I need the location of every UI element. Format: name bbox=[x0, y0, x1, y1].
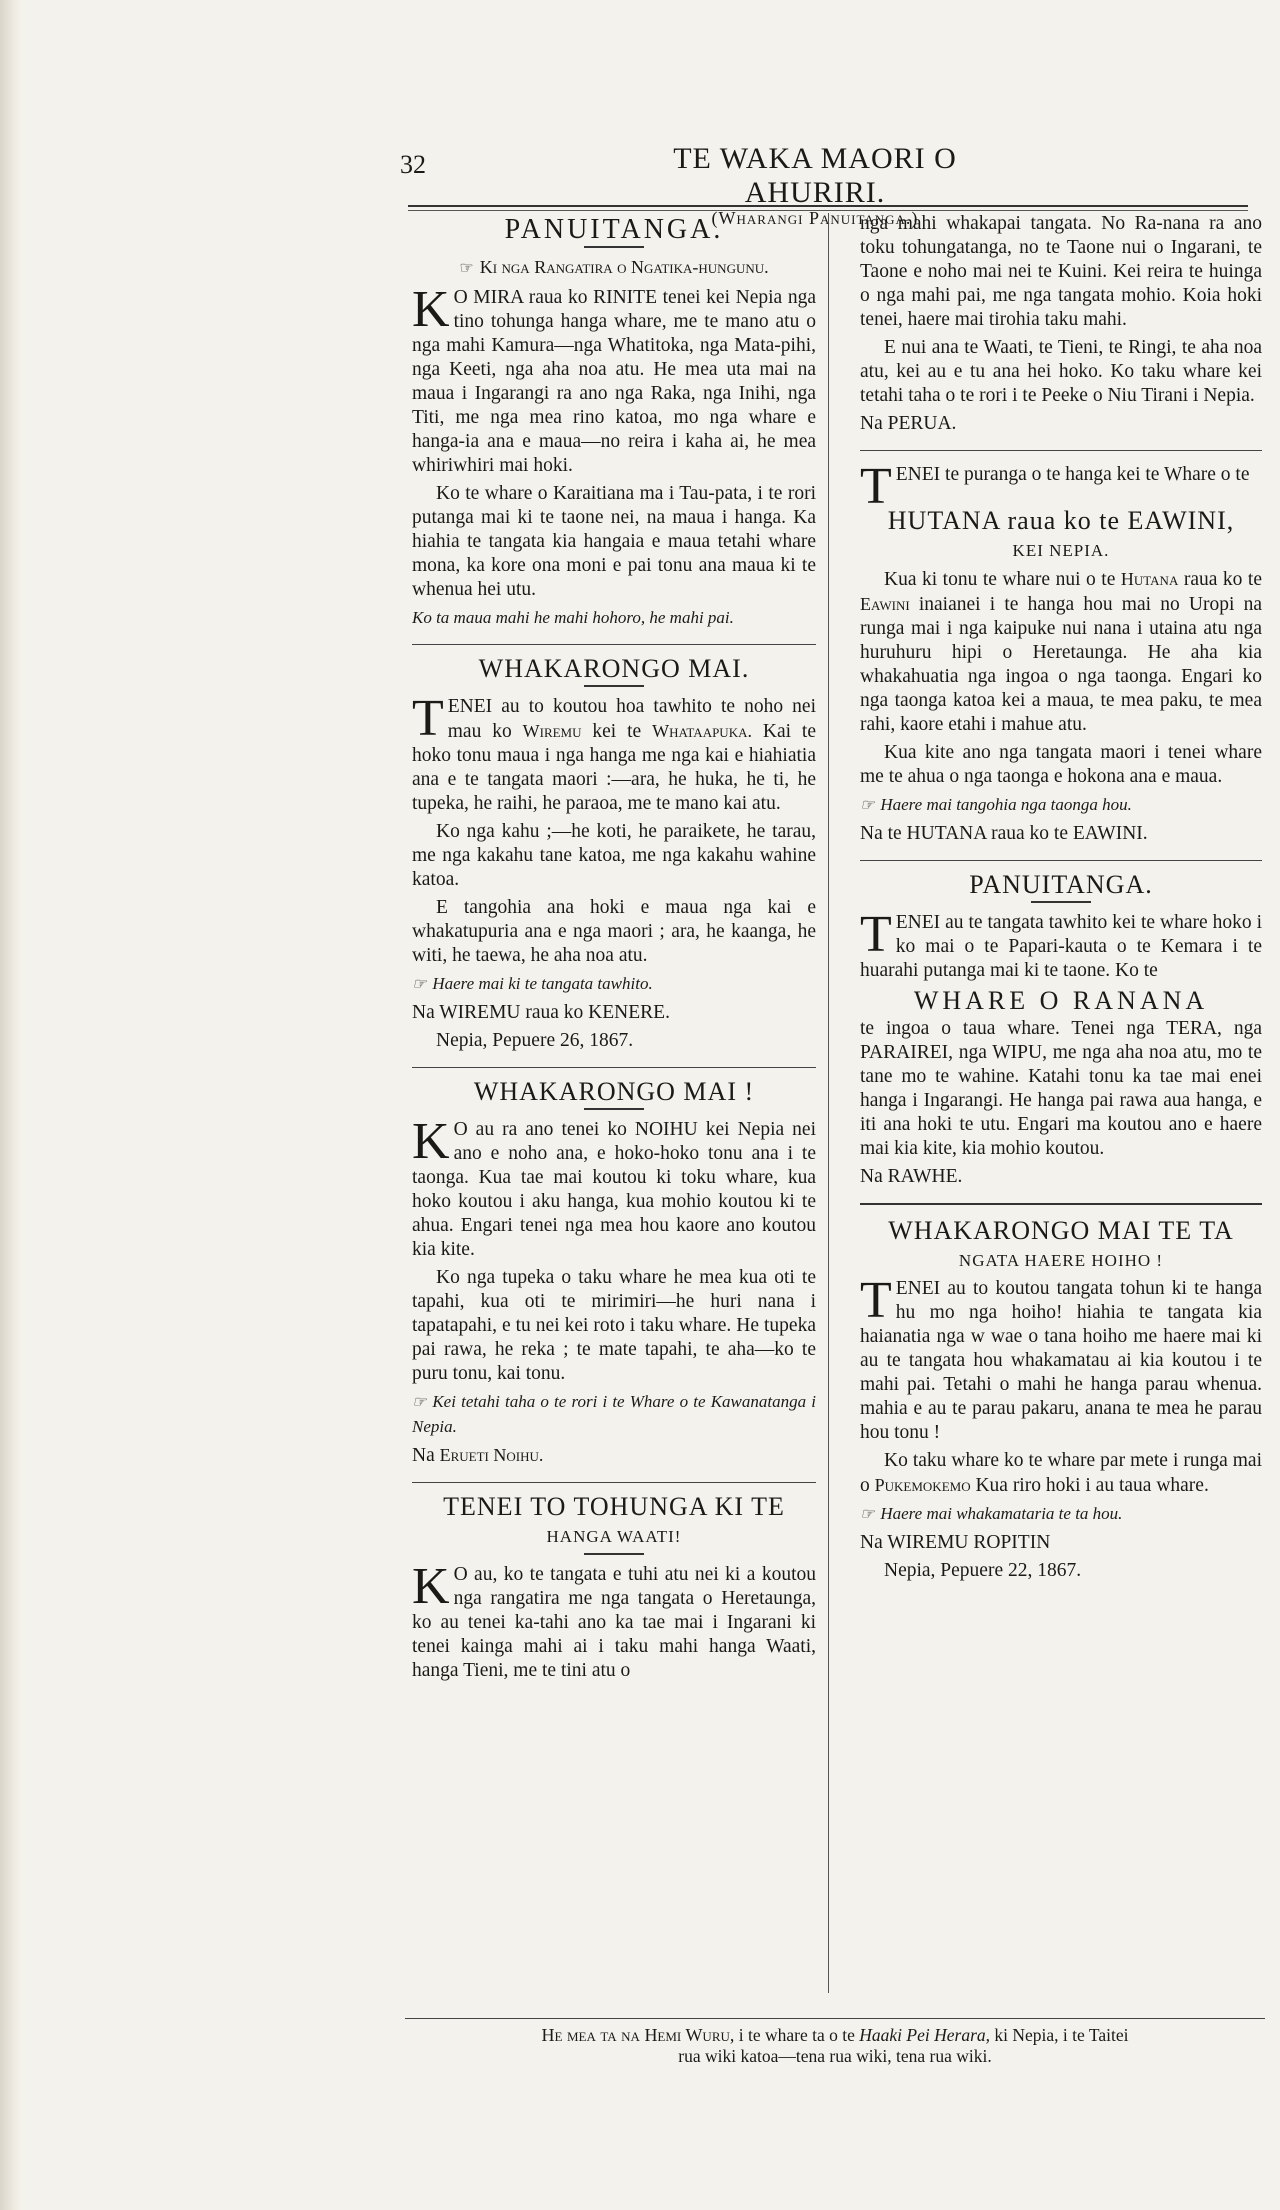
notice-heading: TENEI TO TOHUNGA KI TE bbox=[443, 1492, 785, 1521]
notice-subheading: HANGA WAATI! bbox=[546, 1527, 682, 1546]
notice-heading: PANUITANGA. bbox=[969, 870, 1153, 899]
notice-subheading: KEI NEPIA. bbox=[1012, 541, 1110, 560]
drop-cap: K bbox=[412, 281, 450, 338]
notice-paragraph: Kua ki tonu te whare nui o te Hutana raua ko te Eawini inaianei i te hanga hou mai no Uropi na runga mai i nga kaipuke nui nana i utaina atu nga huruhuru hipi o Heretaunga. He aha kia whakahuatia nga ingoa o nga taonga. Engari ko nga taonga katoa kei a maua, te mea paku, te mea rahi, kaore etahi i mahue atu. bbox=[860, 569, 1262, 735]
notice-tagline: ☞ Haere mai tangohia nga taonga hou. bbox=[860, 793, 1262, 818]
notice-whakarongo-noihu bbox=[412, 1077, 816, 1468]
drop-cap: K bbox=[412, 1558, 450, 1615]
notice-paragraph: E tangohia ana hoki e maua nga kai e whakatupuria ana e nga maori ; ara, he kaanga, he witi, he taewa, he aha noa atu. bbox=[412, 897, 816, 966]
notice-paragraph: TENEI te puranga o te hanga kei te Whare o te bbox=[860, 458, 1250, 515]
section-rule bbox=[412, 1482, 816, 1483]
notice-paragraph: Ko nga tupeka o taku whare he mea kua oti te tapahi, kua oti te mirimiri—he huri nana i tapatapahi, e tu nei kei roto i taku whare. He tupeka pai rawa, he reka ; te mate tapahi, te aha—ko te puru tonu, kai tonu. bbox=[412, 1267, 816, 1384]
mini-rule bbox=[584, 246, 644, 248]
column-divider bbox=[828, 213, 829, 1993]
pointing-hand-icon: ☞ bbox=[459, 260, 474, 277]
notice-date: Nepia, Pepuere 22, 1867. bbox=[884, 1560, 1082, 1581]
notice-heading: WHAKARONGO MAI TE TA bbox=[888, 1216, 1234, 1245]
notice-tagline: ☞ Haere mai ki te tangata tawhito. bbox=[412, 972, 816, 997]
notice-heading: WHAKARONGO MAI ! bbox=[473, 1077, 755, 1106]
imprint-line: rua wiki katoa—tena rua wiki, tena rua wiki. bbox=[678, 2046, 992, 2066]
notice-heading: PANUITANGA. bbox=[504, 214, 724, 245]
shop-name-heading: WHARE O RANANA bbox=[913, 986, 1209, 1015]
pointing-hand-icon: ☞ bbox=[860, 797, 875, 814]
page-edge bbox=[0, 0, 22, 2210]
section-rule bbox=[412, 644, 816, 645]
imprint-line: He mea ta na Hemi Wuru, i te whare ta o te Haaki Pei Herara, ki Nepia, i te Taitei bbox=[541, 2025, 1129, 2045]
printer-imprint bbox=[405, 2018, 1265, 2067]
notice-date: Nepia, Pepuere 26, 1867. bbox=[436, 1030, 634, 1051]
notice-panuitanga-rawhe bbox=[860, 870, 1262, 1189]
masthead-subtitle: (Wharangi Panuitanga.) bbox=[711, 208, 919, 228]
notice-paragraph: Kua kite ano nga tangata maori i tenei whare me te ahua o nga taonga e hokona ana e maua. bbox=[860, 742, 1262, 787]
header-rule bbox=[408, 205, 1248, 207]
notice-paragraph: K O MIRA raua ko RINITE tenei kei Nepia nga tino tohunga hanga whare, me te mano atu o nga mahi Kamura—nga Whatitoka, nga Mata-pihi, nga Keeti, nga aha noa atu. He mea uta mai na maua i Ingarangi ra ano nga Raka, nga Inihi, nga Titi, me nga mea rino katoa, mo nga whare e hanga-ia ana e maua—no reira i kaha ai, he mea whiriwhiri mai hoki. bbox=[412, 281, 816, 476]
drop-cap: T bbox=[860, 906, 892, 963]
notice-signature: Na te HUTANA raua ko te EAWINI. bbox=[860, 823, 1148, 844]
notice-paragraph: E nui ana te Waati, te Tieni, te Ringi, te aha noa atu, kei au e tu ana hei hoko. Ko taku whare kei tetahi taha o te rori i te Peeke o Niu Tirani i Nepia. bbox=[860, 337, 1262, 406]
mini-rule bbox=[1031, 901, 1091, 903]
notice-tagline: Ko ta maua mahi he mahi hohoro, he mahi pai. bbox=[412, 608, 734, 627]
pointing-hand-icon: ☞ bbox=[412, 1394, 427, 1411]
left-column bbox=[412, 212, 816, 1687]
drop-cap: T bbox=[860, 458, 892, 515]
notice-signature: Na WIREMU ROPITIN bbox=[860, 1532, 1051, 1553]
notice-tagline: ☞ Haere mai whakamataria te ta hou. bbox=[860, 1502, 1262, 1527]
notice-tohunga-waati bbox=[412, 1492, 816, 1683]
notice-hutana-eawini bbox=[860, 458, 1262, 846]
pointing-hand-icon: ☞ bbox=[412, 976, 427, 993]
pointing-hand-icon: ☞ bbox=[860, 1506, 875, 1523]
notice-signature: Na PERUA. bbox=[860, 413, 957, 434]
mini-rule bbox=[584, 1553, 644, 1555]
notice-paragraph: TENEI au te tangata tawhito kei te whare hoko i ko mai o te Papari-kauta o te Kemara i te huarahi putanga mai ki te taone. Ko te bbox=[860, 906, 1262, 981]
notice-paragraph: K O au, ko te tangata e tuhi atu nei ki a koutou nga rangatira me nga tangata o Heretaunga, ko au tenei ka-tahi ano ka tae mai i Ingarani ki tenei kainga mahi ai i taku mahi hanga Waati, hanga Tieni, me te tini atu o bbox=[412, 1558, 816, 1681]
notice-paragraph: TENEI au to koutou hoa tawhito te noho nei mau ko Wiremu kei te Whataapuka. Kai te hoko tonu maua i nga hanga me nga kai e hiahiatia ana e te tangata maori :—ara, he huka, he ti, he tupeka, he raihi, he paraoa, me te mano kai atu. bbox=[412, 690, 816, 814]
right-column bbox=[860, 212, 1262, 1587]
notice-tagline: ☞ Kei tetahi taha o te rori i te Whare o te Kawanatanga i Nepia. bbox=[412, 1392, 816, 1436]
notice-paragraph: TENEI au to koutou tangata tohun ki te hanga hu mo nga hoiho! hiahia te tangata kia haianatia nga w wae o tana hoiho me haere mai ki au te tangata hou whakamatau ai kia koutou i te mahi pai. Tetahi o mahi he hanga parau whenua. mahia e au te parau pakaru, anana te mea he parau hou tonu ! bbox=[860, 1272, 1262, 1443]
notice-hoiho bbox=[860, 1216, 1262, 1583]
notice-signature: Na RAWHE. bbox=[860, 1166, 963, 1187]
notice-paragraph: Ko nga kahu ;—he koti, he paraikete, he tarau, me nga kakahu tane katoa, me nga kakahu wahine katoa. bbox=[412, 821, 816, 890]
mini-rule bbox=[584, 1108, 644, 1110]
section-rule bbox=[860, 860, 1262, 861]
notice-signature: Na Erueti Noihu. bbox=[412, 1445, 544, 1466]
header-rule-thin bbox=[408, 210, 1248, 211]
notice-subheading: NGATA HAERE HOIHO ! bbox=[958, 1251, 1164, 1270]
notice-address: ☞ Ki nga Rangatira o Ngatika-hungunu. bbox=[412, 256, 816, 280]
section-rule bbox=[860, 1203, 1262, 1205]
section-rule bbox=[412, 1067, 816, 1068]
notice-paragraph: K O au ra ano tenei ko NOIHU kei Nepia nei ano e noho ana, e hoko-hoko tonu ana i te taonga. Kua tae mai koutou ki toku whare, kua hoko koutou i aku hanga, kua mohio koutou ki te ahua. Engari tenei nga mea hou kaore ano koutou kia kite. bbox=[412, 1113, 816, 1260]
notice-paragraph: te ingoa o taua whare. Tenei nga TERA, nga PARAIREI, nga WIPU, me nga aha noa atu, mo te tane mo te wahine. Katahi tonu ka tae mai enei hanga i Ingarangi. He hanga pai rawa aua hanga, e iti ana hoki te utu. Engari ma koutou ano e haere mai kia kite, kia mohio koutou. bbox=[860, 1018, 1262, 1159]
page-number: 32 bbox=[400, 150, 426, 179]
drop-cap: K bbox=[412, 1113, 450, 1170]
notice-paragraph: Ko te whare o Karaitiana ma i Tau-pata, i te rori putanga mai ki te taone nei, na maua i hanga. Ka hiahia te tangata kia hangaia e maua tetahi whare mona, ka kore ona moni e pai tonu ana maua ki te whenua hei utu. bbox=[412, 483, 816, 600]
notice-whakarongo-wiremu bbox=[412, 654, 816, 1053]
drop-cap: T bbox=[860, 1272, 892, 1329]
notice-panuitanga-mira bbox=[412, 214, 816, 630]
notice-perua-continued bbox=[860, 212, 1262, 436]
notice-heading: WHAKARONGO MAI. bbox=[478, 654, 750, 683]
masthead-title: TE WAKA MAORI O AHURIRI. bbox=[673, 142, 957, 209]
notice-heading: HUTANA raua ko te EAWINI, bbox=[887, 506, 1235, 535]
notice-paragraph: Ko taku whare ko te whare par mete i runga mai o Pukemokemo Kua riro hoki i au taua whare. bbox=[860, 1450, 1262, 1496]
notice-signature: Na WIREMU raua ko KENERE. bbox=[412, 1002, 670, 1023]
notice-paragraph: nga mahi whakapai tangata. No Ra-nana ra ano toku tohungatanga, no te Taone nui o Ingarani, te Taone e noho mai nei te Kuini. Kei reira te huinga o nga mahi pai, me nga tangata mohio. Koia hoki tenei, haere mai tirohia taku mahi. bbox=[860, 213, 1262, 330]
mini-rule bbox=[584, 685, 644, 687]
drop-cap: T bbox=[412, 690, 444, 747]
section-rule bbox=[860, 450, 1262, 451]
